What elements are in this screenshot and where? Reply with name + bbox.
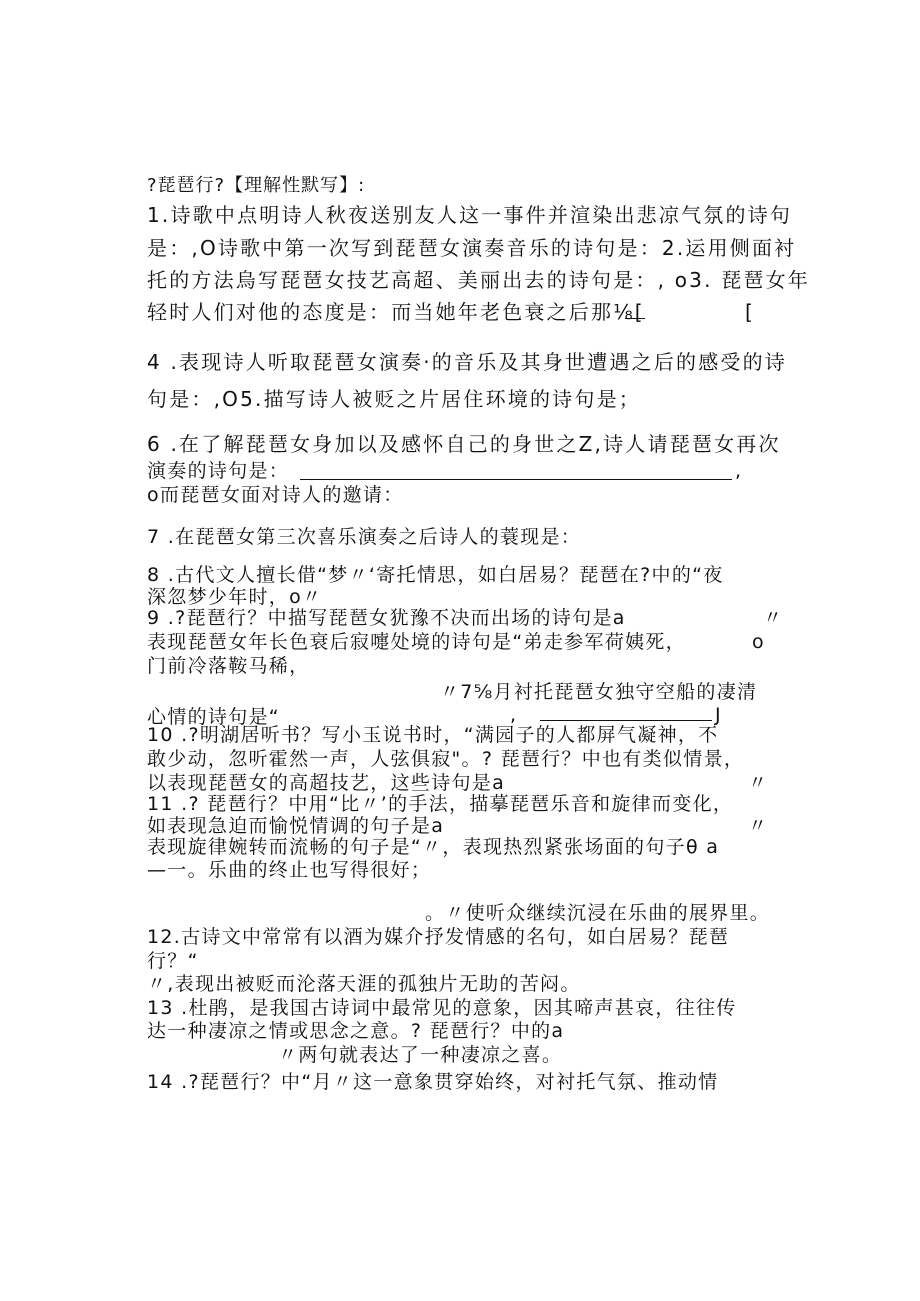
text-line: 7 .在琵琶女第三次喜乐演奏之后诗人的蓑现是： xyxy=(147,526,582,548)
text-line: o而琵琶女面对诗人的邀请： xyxy=(147,484,404,506)
text-line: 是：,O诗歌中第一次写到琵琶女演奏音乐的诗句是：2.运用侧面衬 xyxy=(147,236,797,260)
text-fragment: 〃 xyxy=(748,815,769,837)
text-fragment: , xyxy=(735,460,743,482)
text-line: —一。乐曲的终止也写得很好； xyxy=(147,859,432,881)
text-fragment: [ xyxy=(745,300,756,324)
text-line: 1.诗歌中点明诗人秋夜送别友人这一事件并渲染出悲凉气氛的诗句 xyxy=(147,203,793,227)
text-line: 。〃使听众继续沉浸在乐曲的展界里。 xyxy=(425,902,771,924)
text-line: 达一种凄凉之情或思念之意。? 琵琶行？中的a xyxy=(147,1020,565,1042)
text-line: 〃7⅝月衬托琵琶女独守空船的凄清 xyxy=(440,681,758,703)
text-line: 深忽梦少年时，o〃 xyxy=(147,586,323,608)
text-line: 9 .?琵琶行？中描写琵琶女犹豫不决而出场的诗句是a xyxy=(147,607,626,629)
text-line: 10 .?明湖居听书？写小玉说书时，“满园子的人都屏气凝神，不 xyxy=(147,724,719,746)
text-line: 表现旋律婉转而流畅的句子是“〃，表现热烈紧张场面的句子θ a xyxy=(147,836,720,858)
text-line: 以表现琵琶女的高超技艺，这些诗句是a xyxy=(147,772,506,794)
text-line: 如表现急迫而愉悦情调的句子是a xyxy=(147,815,445,837)
text-fragment: o xyxy=(752,631,765,653)
page-title: ?琵琶行?【理解性默写】: xyxy=(147,175,366,196)
answer-blank xyxy=(540,720,712,721)
text-line: 〃,表现出被贬而沦落天涯的孤独片无助的苦闷。 xyxy=(147,973,581,995)
text-line: 轻时人们对他的态度是：而当她年老色衰之后那⅛[ xyxy=(147,300,645,324)
text-line: 门前冷落鞍马稀， xyxy=(147,655,310,677)
text-fragment: J xyxy=(715,704,722,726)
answer-blank xyxy=(300,479,732,480)
text-line: 13 .杜鹃，是我国古诗词中最常见的意象，因其啼声甚哀，往往传 xyxy=(147,997,737,1019)
text-line: 托的方法烏写琵琶女技艺高超、美丽出去的诗句是：, o3. 琵琶女年 xyxy=(147,268,810,292)
text-line: 12.古诗文中常常有以酒为媒介抒发情感的名句，如白居易？琵琶 xyxy=(147,926,730,948)
text-line: 句是：,O5.描写诗人被贬之片居住环境的诗句是； xyxy=(147,387,641,411)
text-line: 心情的诗句是“ xyxy=(147,706,280,728)
text-line: 表现琵琶女年长色衰后寂嚏处境的诗句是“弟走参军荷姨死， xyxy=(147,631,686,653)
text-line: 敢少动，忽听霍然一声，人弦俱寂"。? 琵琶行？中也有类似情景， xyxy=(147,748,745,770)
text-fragment: 〃 xyxy=(763,607,784,629)
text-line: 4 .表现诗人听取琵琶女演奏·的音乐及其身世遭遇之后的感受的诗 xyxy=(147,350,787,374)
answer-blank xyxy=(625,318,645,319)
text-line: 8 .古代文人擅长借“梦〃‘寄托情思，如白居易？琵琶在?中的“夜 xyxy=(147,564,724,586)
text-fragment: 〃 xyxy=(748,772,769,794)
text-fragment: , xyxy=(510,704,518,726)
text-line: 14 .?琵琶行？中“月〃这一意象贯穿始终，对衬托气氛、推动情 xyxy=(147,1071,719,1093)
text-line: 演奏的诗句是： xyxy=(147,460,290,482)
text-line: 11 .? 琵琶行？中用“比〃’的手法，描摹琵琶乐音和旋律而变化， xyxy=(147,793,734,815)
text-line: 〃两句就表达了一种凄凉之喜。 xyxy=(278,1044,563,1066)
text-line: 行？“ xyxy=(147,950,199,972)
text-line: 6 .在了解琵琶女身加以及感怀自己的身世之Z,诗人请琵琶女再次 xyxy=(147,432,781,456)
